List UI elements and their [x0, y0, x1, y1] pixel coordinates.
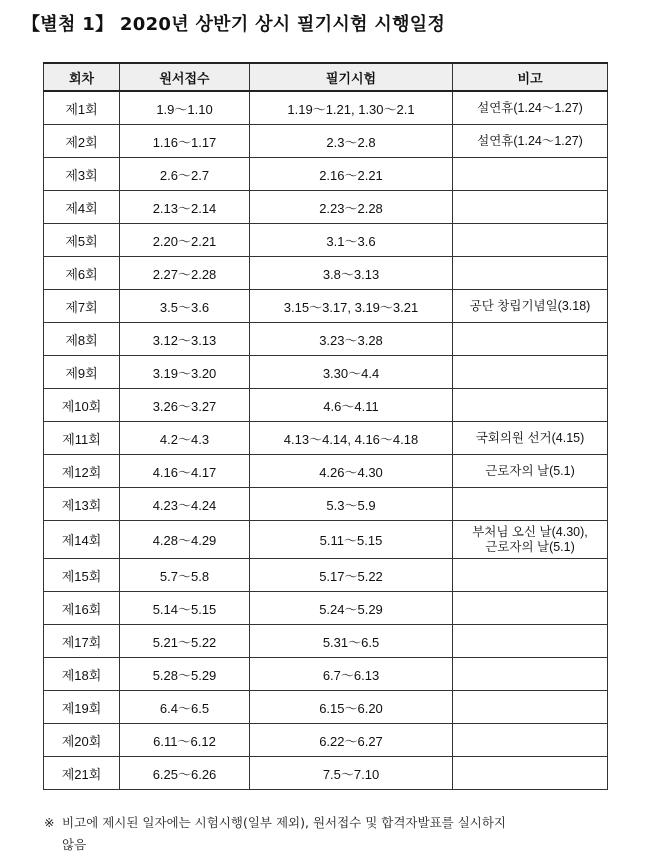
cell-exam: 6.15～6.20: [250, 691, 453, 724]
cell-apply: 4.28～4.29: [120, 521, 250, 559]
table-row: [44, 290, 608, 323]
footnote-line-1: 비고에 제시된 일자에는 시험시행(일부 제외), 원서접수 및 합격자발표를 실시하지: [62, 815, 506, 830]
table-row: [44, 521, 608, 559]
cell-round: 제16회: [44, 592, 120, 625]
cell-note: [453, 191, 608, 224]
cell-round: 제8회: [44, 323, 120, 356]
table-row: [44, 592, 608, 625]
cell-exam: 7.5～7.10: [250, 757, 453, 790]
table-row: [44, 422, 608, 455]
table-row: [44, 724, 608, 757]
table-header-row: [44, 63, 608, 91]
header-note: 비고: [453, 63, 608, 91]
cell-note: [453, 592, 608, 625]
cell-note: [453, 91, 608, 125]
page-title: 【별첨 1】 2020년 상반기 상시 필기시험 시행일정: [22, 14, 446, 35]
cell-apply: 5.7～5.8: [120, 559, 250, 592]
table-row: [44, 125, 608, 158]
cell-round: 제20회: [44, 724, 120, 757]
table-row: [44, 257, 608, 290]
cell-note: [453, 559, 608, 592]
cell-exam: 3.15～3.17, 3.19～3.21: [250, 290, 453, 323]
cell-exam: 2.3～2.8: [250, 125, 453, 158]
table-row: [44, 757, 608, 790]
note-line: 부처님 오신 날(4.30),: [472, 524, 588, 539]
cell-round: 제10회: [44, 389, 120, 422]
header-round: 회차: [44, 63, 120, 91]
cell-exam: 5.17～5.22: [250, 559, 453, 592]
cell-round: 제21회: [44, 757, 120, 790]
cell-apply: 3.12～3.13: [120, 323, 250, 356]
cell-note: [453, 389, 608, 422]
cell-exam: 5.11～5.15: [250, 521, 453, 559]
footnote: [44, 812, 619, 856]
cell-round: 제13회: [44, 488, 120, 521]
cell-note: [453, 224, 608, 257]
cell-note: [453, 257, 608, 290]
cell-round: 제11회: [44, 422, 120, 455]
cell-round: 제14회: [44, 521, 120, 559]
cell-note: [453, 724, 608, 757]
cell-note: [453, 521, 608, 559]
cell-apply: 1.9～1.10: [120, 91, 250, 125]
cell-round: 제1회: [44, 91, 120, 125]
cell-apply: 6.25～6.26: [120, 757, 250, 790]
cell-exam: 5.24～5.29: [250, 592, 453, 625]
cell-exam: 3.1～3.6: [250, 224, 453, 257]
note-line: 국회의원 선거(4.15): [475, 430, 585, 445]
cell-note: [453, 658, 608, 691]
cell-apply: 4.16～4.17: [120, 455, 250, 488]
table-body: [44, 91, 608, 790]
cell-exam: 4.26～4.30: [250, 455, 453, 488]
cell-apply: 3.19～3.20: [120, 356, 250, 389]
cell-exam: 6.22～6.27: [250, 724, 453, 757]
header-apply: 원서접수: [120, 63, 250, 91]
footnote-mark: ※: [44, 815, 55, 830]
cell-apply: 2.27～2.28: [120, 257, 250, 290]
cell-apply: 2.20～2.21: [120, 224, 250, 257]
cell-round: 제7회: [44, 290, 120, 323]
note-line: 근로자의 날(5.1): [485, 539, 575, 554]
cell-apply: 5.14～5.15: [120, 592, 250, 625]
header-exam: 필기시험: [250, 63, 453, 91]
cell-round: 제2회: [44, 125, 120, 158]
cell-apply: 3.26～3.27: [120, 389, 250, 422]
cell-note: [453, 290, 608, 323]
footnote-line-2: 않음: [62, 837, 87, 852]
cell-round: 제19회: [44, 691, 120, 724]
cell-exam: 5.3～5.9: [250, 488, 453, 521]
cell-note: [453, 158, 608, 191]
cell-apply: 5.21～5.22: [120, 625, 250, 658]
cell-exam: 2.16～2.21: [250, 158, 453, 191]
note-line: 공단 창립기념일(3.18): [469, 298, 591, 313]
cell-round: 제4회: [44, 191, 120, 224]
table-row: [44, 158, 608, 191]
cell-exam: 4.13～4.14, 4.16～4.18: [250, 422, 453, 455]
cell-note: [453, 125, 608, 158]
cell-apply: 4.2～4.3: [120, 422, 250, 455]
table-row: [44, 488, 608, 521]
cell-exam: 2.23～2.28: [250, 191, 453, 224]
table-row: [44, 691, 608, 724]
cell-round: 제3회: [44, 158, 120, 191]
cell-apply: 1.16～1.17: [120, 125, 250, 158]
cell-note: [453, 691, 608, 724]
table-row: [44, 323, 608, 356]
cell-note: [453, 625, 608, 658]
note-line: 설연휴(1.24～1.27): [477, 133, 583, 148]
cell-exam: 3.23～3.28: [250, 323, 453, 356]
table-row: [44, 224, 608, 257]
note-line: 근로자의 날(5.1): [485, 463, 575, 478]
table-row: [44, 191, 608, 224]
cell-exam: 4.6～4.11: [250, 389, 453, 422]
cell-round: 제12회: [44, 455, 120, 488]
cell-exam: 3.30～4.4: [250, 356, 453, 389]
cell-apply: 5.28～5.29: [120, 658, 250, 691]
cell-apply: 6.4～6.5: [120, 691, 250, 724]
cell-exam: 5.31～6.5: [250, 625, 453, 658]
cell-apply: 6.11～6.12: [120, 724, 250, 757]
cell-note: [453, 323, 608, 356]
table-row: [44, 356, 608, 389]
table-row: [44, 559, 608, 592]
cell-apply: 4.23～4.24: [120, 488, 250, 521]
table-row: [44, 389, 608, 422]
table-row: [44, 658, 608, 691]
table-row: [44, 91, 608, 125]
table-row: [44, 625, 608, 658]
cell-round: 제9회: [44, 356, 120, 389]
note-line: 설연휴(1.24～1.27): [477, 100, 583, 115]
cell-round: 제15회: [44, 559, 120, 592]
cell-note: [453, 488, 608, 521]
cell-round: 제6회: [44, 257, 120, 290]
cell-round: 제17회: [44, 625, 120, 658]
table-row: [44, 455, 608, 488]
cell-note: [453, 422, 608, 455]
cell-exam: 6.7～6.13: [250, 658, 453, 691]
cell-exam: 3.8～3.13: [250, 257, 453, 290]
cell-round: 제18회: [44, 658, 120, 691]
cell-apply: 3.5～3.6: [120, 290, 250, 323]
cell-note: [453, 455, 608, 488]
cell-note: [453, 757, 608, 790]
schedule-table: [43, 62, 608, 790]
cell-note: [453, 356, 608, 389]
cell-apply: 2.13～2.14: [120, 191, 250, 224]
cell-exam: 1.19～1.21, 1.30～2.1: [250, 91, 453, 125]
cell-apply: 2.6～2.7: [120, 158, 250, 191]
cell-round: 제5회: [44, 224, 120, 257]
